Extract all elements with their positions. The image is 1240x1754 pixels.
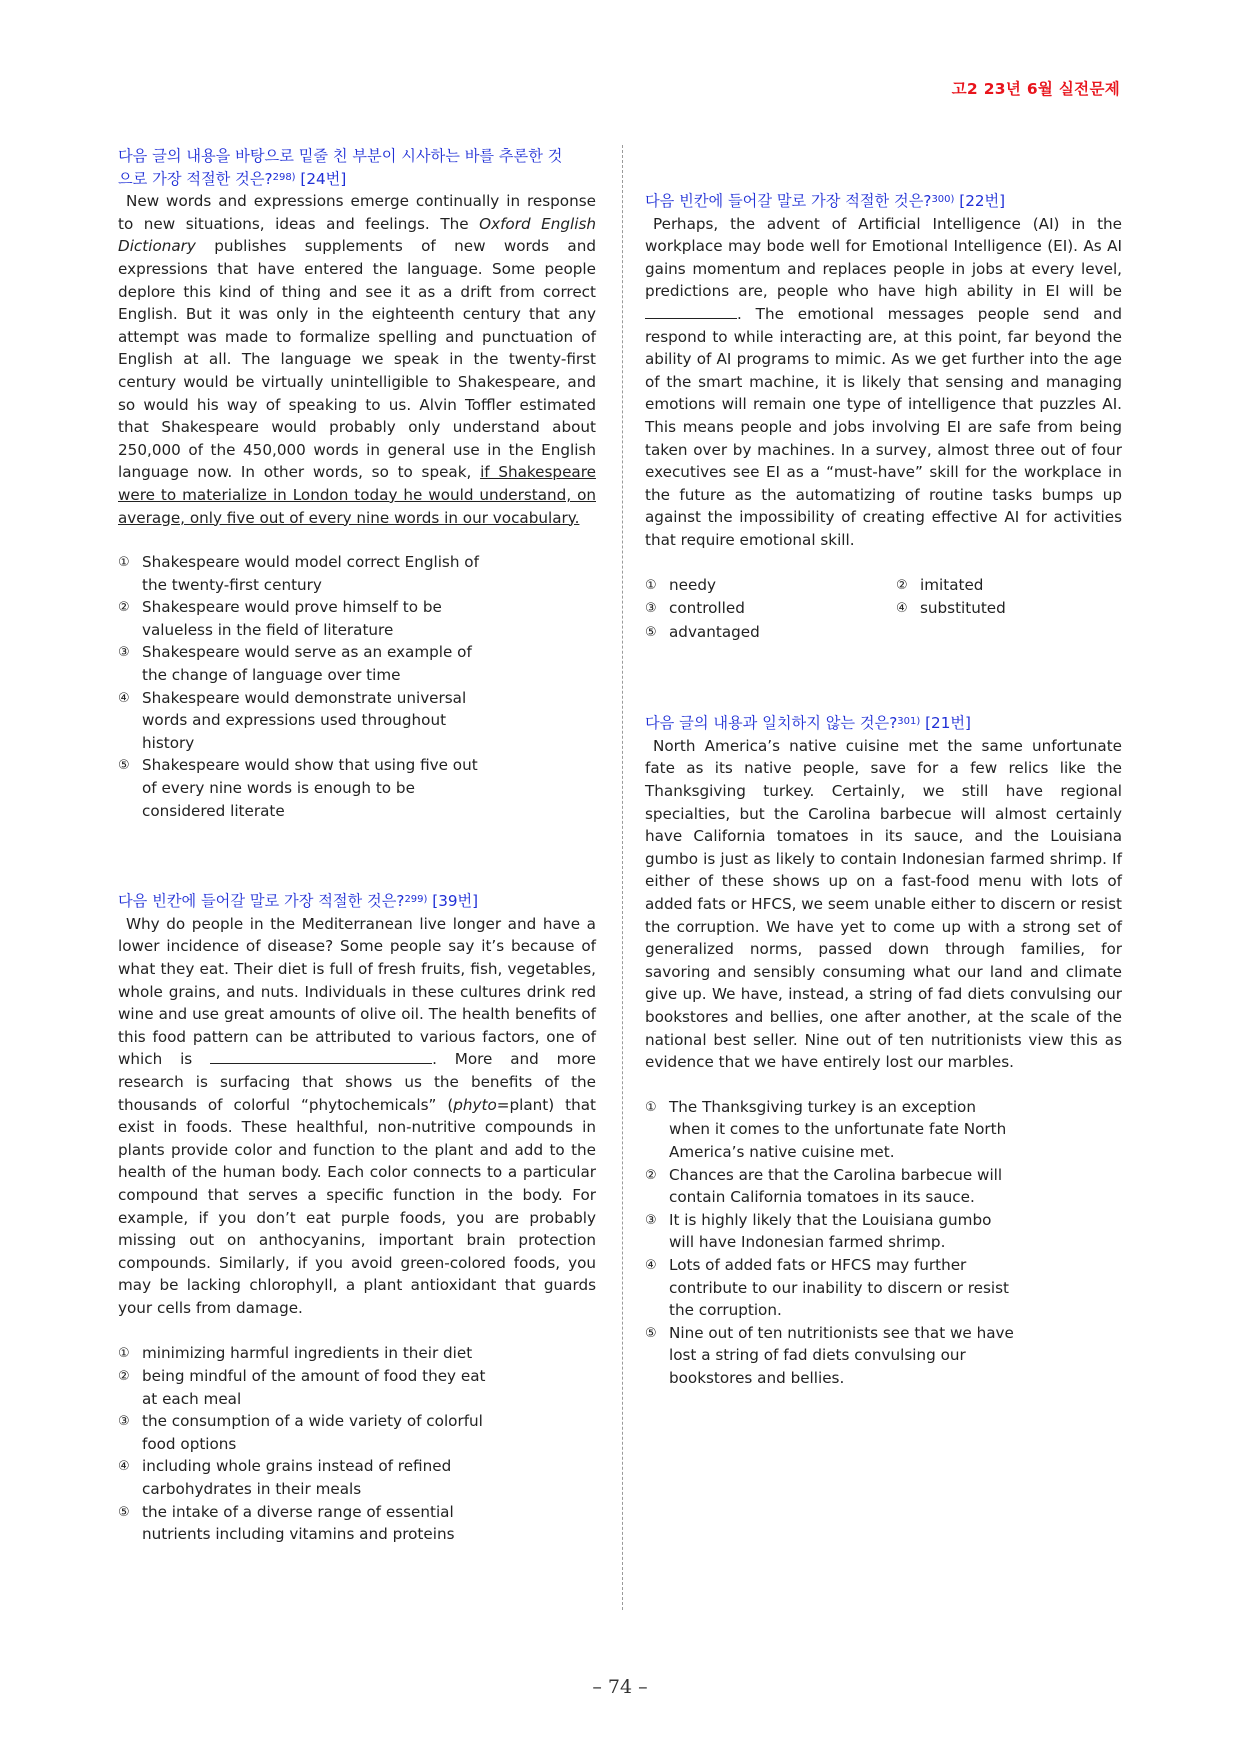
answer-option[interactable] <box>645 574 896 598</box>
question-298 <box>118 145 596 822</box>
option-number: ⑤ <box>645 624 657 640</box>
option-text: the intake of a diverse range of essential nutrients including vitamins and proteins <box>142 1502 455 1544</box>
option-text: The Thanksgiving turkey is an exception when it comes to the unfortunate fate North America’s native cuisine met. <box>669 1097 1007 1161</box>
answer-option[interactable] <box>896 574 1122 598</box>
option-text: being mindful of the amount of food they eat at each meal <box>142 1367 486 1408</box>
option-text: needy <box>669 575 716 594</box>
answer-option[interactable] <box>645 1209 1122 1254</box>
option-number: ① <box>118 1345 130 1361</box>
prompt-text: 다음 빈칸에 들어갈 말로 가장 적절한 것은? <box>118 892 405 911</box>
passage-italic: Oxford English Dictionary <box>118 214 596 256</box>
answer-option[interactable] <box>118 1455 596 1500</box>
answer-options <box>118 1342 596 1546</box>
passage-italic: phyto <box>453 1095 497 1114</box>
option-text: substituted <box>920 599 1006 618</box>
prompt-line-2: 으로 가장 적절한 것은? <box>118 169 273 188</box>
option-number: ④ <box>645 1257 657 1273</box>
question-prompt <box>118 890 596 913</box>
answer-option[interactable] <box>645 1164 1122 1209</box>
left-column <box>118 145 596 1546</box>
option-text: advantaged <box>669 622 760 641</box>
answer-options <box>645 1096 1122 1390</box>
footnote-marker: 298) <box>272 171 296 183</box>
question-number: [24번] <box>300 169 347 188</box>
footnote-marker: 301) <box>897 716 921 728</box>
question-passage <box>118 913 596 1320</box>
option-number: ② <box>118 1369 130 1385</box>
question-number: [21번] <box>925 714 971 733</box>
option-text: Shakespeare would show that using five out of every nine words is enough to be considered literate <box>142 756 478 820</box>
option-text: Lots of added fats or HFCS may further contribute to our inability to discern or resist the corruption. <box>669 1255 1009 1320</box>
option-number: ③ <box>118 1414 130 1430</box>
answer-option[interactable] <box>645 621 896 645</box>
right-column <box>645 190 1122 1390</box>
page-header-tag: 고2 23년 6월 실전문제 <box>951 80 1120 98</box>
option-number: ③ <box>645 601 657 617</box>
answer-blank <box>210 1048 432 1064</box>
answer-option[interactable] <box>118 687 596 755</box>
answer-option[interactable] <box>645 1254 1122 1322</box>
question-prompt <box>645 190 1122 213</box>
answer-option[interactable] <box>118 1342 596 1366</box>
option-text: Shakespeare would prove himself to be valueless in the field of literature <box>142 598 442 639</box>
prompt-line-1: 다음 글의 내용을 바탕으로 밑줄 친 부분이 시사하는 바를 추론한 것 <box>118 147 563 165</box>
option-text: including whole grains instead of refined carbohydrates in their meals <box>142 1457 452 1499</box>
prompt-text: 다음 글의 내용과 일치하지 않는 것은? <box>645 714 898 733</box>
option-text: It is highly likely that the Louisiana gumbo will have Indonesian farmed shrimp. <box>669 1210 992 1252</box>
answer-option[interactable] <box>118 1365 596 1410</box>
option-text: imitated <box>920 575 984 594</box>
option-number: ① <box>645 577 657 593</box>
passage-text: publishes supplements of new words and expressions that have entered the language. Some people deplore this kind of thing and see it as a drift from correct English. But it was only in the eighteenth century that any attempt was made to formalize spelling and punctuation of English at all. The language we speak in the twenty-first century would be virtually unintelligible to Shakespeare, and so would his way of speaking to us. Alvin Toffler estimated that Shakespeare would probably only understand about 250,000 of the 450,000 words in general use in the English language now. In other words, so to speak, <box>118 237 596 482</box>
option-number: ① <box>645 1099 657 1115</box>
option-number: ③ <box>118 645 130 661</box>
question-299 <box>118 890 596 1546</box>
option-number: ① <box>118 555 130 571</box>
passage-text: . The emotional messages people send and respond to while interacting are, at this point, far beyond the ability of AI programs to mimic. As we get further into the age of the smart machine, it is likely that sensing and managing emotions will remain one type of intelligence that puzzles AI. This means people and jobs involving EI are safe from being taken over by machines. In a survey, almost three out of four executives see EI as a “must-have” skill for the workplace in the future as the automatizing of routine tasks bumps up against the impossibility of creating effective AI for activities that require emotional skill. <box>645 304 1122 549</box>
option-number: ⑤ <box>645 1325 657 1341</box>
passage-text: =plant) that exist in foods. These healthful, non-nutritive compounds in plants provide color and function to the plant and add to the health of the human body. Each color connects to a particular compound that serves a specific function in the body. For example, if you don’t eat purple foods, you are probably missing out on anthocyanins, important brain protection compounds. Similarly, if you avoid green-colored foods, you may be lacking chlorophyll, a plant antioxidant that guards your cells from damage. <box>118 1095 596 1317</box>
question-301 <box>645 712 1122 1389</box>
answer-option[interactable] <box>118 551 596 596</box>
prompt-text: 다음 빈칸에 들어갈 말로 가장 적절한 것은? <box>645 192 932 210</box>
answer-option[interactable] <box>118 1410 596 1455</box>
option-number: ⑤ <box>118 758 130 774</box>
option-text: Chances are that the Carolina barbecue will contain California tomatoes in its sauce. <box>669 1165 1003 1207</box>
passage-text: New words and expressions emerge continually in response to new situations, ideas and feelings. The <box>118 192 596 233</box>
underlined-phrase: if Shakespeare were to materialize in London today he would understand, on average, only five out of every nine words in our vocabulary. <box>118 463 596 527</box>
answer-option[interactable] <box>645 1322 1122 1390</box>
option-number: ④ <box>118 1459 130 1475</box>
answer-option[interactable] <box>118 754 596 822</box>
page-number: – 74 – <box>592 1676 648 1698</box>
answer-option[interactable] <box>645 597 896 621</box>
option-number: ④ <box>896 601 908 617</box>
question-number: [39번] <box>432 892 479 911</box>
option-text: the consumption of a wide variety of colorful food options <box>142 1412 483 1453</box>
answer-options <box>645 574 1122 645</box>
option-number: ④ <box>118 690 130 706</box>
footnote-marker: 300) <box>931 194 955 205</box>
answer-option[interactable] <box>645 1096 1122 1164</box>
option-number: ② <box>896 577 908 593</box>
option-number: ③ <box>645 1212 657 1228</box>
question-prompt <box>645 712 1122 735</box>
answer-options <box>118 551 596 822</box>
option-number: ⑤ <box>118 1504 130 1520</box>
option-text: Shakespeare would serve as an example of the change of language over time <box>142 643 472 685</box>
answer-option[interactable] <box>118 641 596 686</box>
answer-blank <box>645 303 737 319</box>
passage-text: . More and more research is surfacing that shows us the benefits of the thousands of colorful “phytochemicals” ( <box>118 1050 597 1114</box>
option-number: ② <box>645 1167 657 1183</box>
question-prompt <box>118 145 596 190</box>
question-passage <box>118 190 596 529</box>
answer-option[interactable] <box>118 1501 596 1546</box>
option-number: ② <box>118 600 130 616</box>
passage-text: Perhaps, the advent of Artificial Intelligence (AI) in the workplace may bode well for Emotional Intelligence (EI). As AI gains momentum and replaces people in jobs at every level, predictions are, people who have high ability in EI will be <box>645 214 1122 301</box>
footnote-marker: 299) <box>404 894 428 906</box>
passage-text: Why do people in the Mediterranean live longer and have a lower incidence of disease? Some people say it’s because of what they eat. Their diet is full of fresh fruits, fish, vegetables, whole grains, and nuts. Individuals in these cultures drink red wine and use great amounts of olive oil. The health benefits of this food pattern can be attributed to various factors, one of which is <box>118 914 596 1069</box>
option-text: minimizing harmful ingredients in their diet <box>142 1343 473 1362</box>
option-text: Shakespeare would model correct English of the twenty-first century <box>142 553 479 594</box>
option-text: Nine out of ten nutritionists see that we have lost a string of fad diets convulsing our bookstores and bellies. <box>669 1323 1014 1387</box>
option-text: controlled <box>669 599 745 618</box>
question-passage <box>645 213 1122 552</box>
column-divider <box>622 145 623 1610</box>
option-text: Shakespeare would demonstrate universal words and expressions used throughout history <box>142 688 467 752</box>
answer-option[interactable] <box>896 597 1122 621</box>
question-passage: North America’s native cuisine met the same unfortunate fate as its native people, save for a few relics like the Thanksgiving turkey. Certainly, we still have regional specialties, but the Carolina barbecue will almost certainly have California tomatoes in its sauce, and the Louisiana gumbo is just as likely to contain Indonesian farmed shrimp. If either of these shows up on a fast-food menu with lots of added fats or HFCS, we seem unable either to discern or resist the corruption. We have yet to come up with a strong set of generalized norms, passed down through families, for savoring and sensibly consuming what our land and climate give up. We have, instead, a string of fad diets convulsing our bookstores and bellies, one after another, at the scale of the national best seller. Nine out of ten nutritionists view this as evidence that we have entirely lost our marbles. <box>645 736 1122 1072</box>
question-300 <box>645 190 1122 644</box>
answer-option[interactable] <box>118 596 596 641</box>
question-number: [22번] <box>959 192 1006 210</box>
